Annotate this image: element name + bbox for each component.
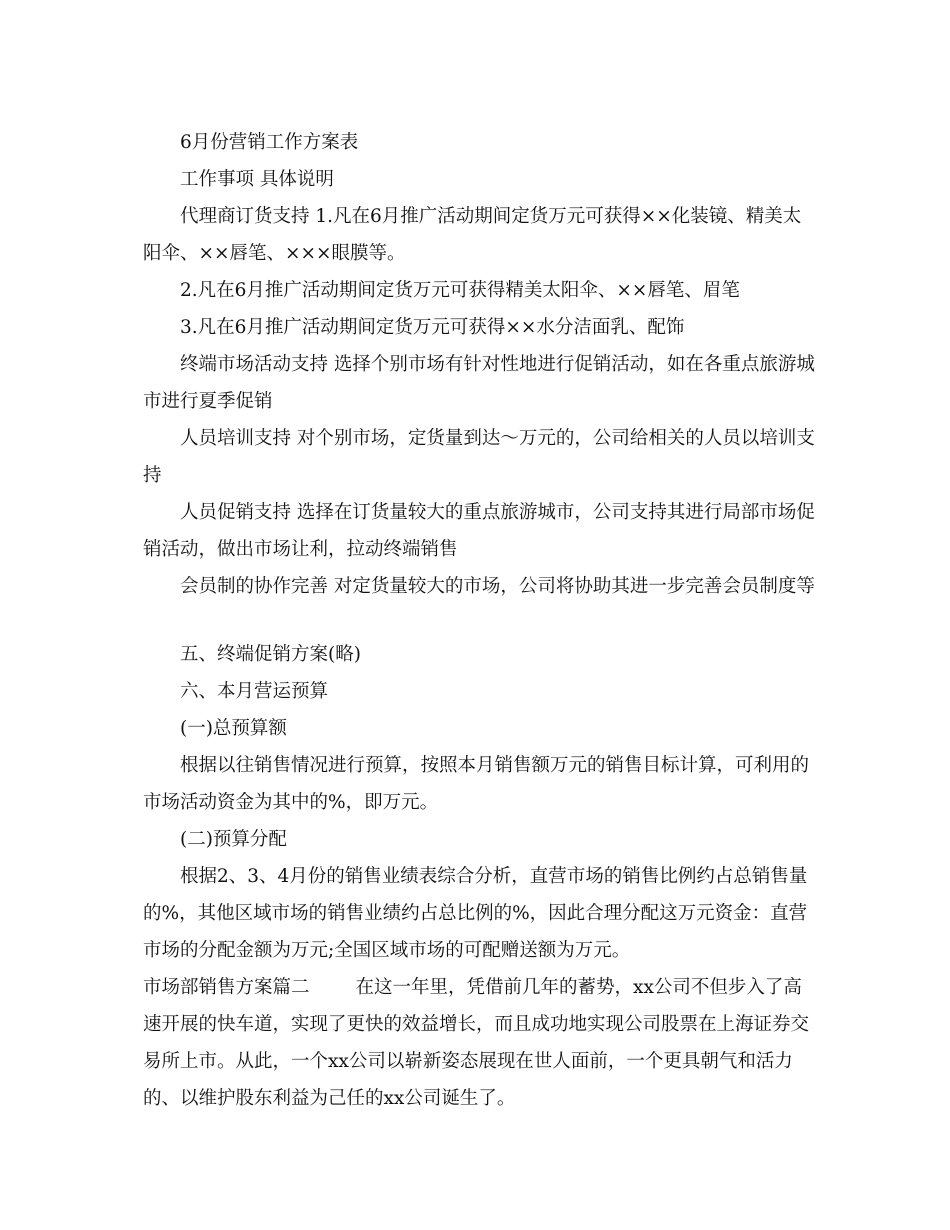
paragraph-membership (143, 568, 815, 605)
heading-section-6 (143, 673, 815, 710)
heading-text: (二)预算分配 (180, 829, 287, 850)
heading-budget-allocation (143, 821, 815, 858)
heading-text: (一)总预算额 (180, 718, 287, 739)
section-2-text: 在这一年里，凭借前几年的蓄势，xx公司不但步入了高速开展的快车道，实现了更快的效益增长，而且成功地实现公司股票在上海证券交易所上市。从此，一个xx公司以崭新姿态展现在世人面前，一个更具朝气和活力的、以维护股东利益为己任的xx公司诞生了。 (143, 977, 810, 1109)
paragraph-text: 终端市场活动支持 选择个别市场有针对性地进行促销活动，如在各重点旅游城市进行夏季促销 (143, 354, 815, 412)
paragraph-budget-allocation (143, 858, 815, 969)
heading-section-5 (143, 636, 815, 673)
paragraph-dealer-support (143, 198, 815, 272)
paragraph-item-2 (143, 272, 815, 309)
table-header (143, 161, 815, 198)
paragraph-text: 3.凡在6月推广活动期间定货万元可获得××水分洁面乳、配饰 (180, 317, 685, 338)
paragraph-training-support (143, 420, 815, 494)
heading-total-budget (143, 710, 815, 747)
paragraph-text: 2.凡在6月推广活动期间定货万元可获得精美太阳伞、××唇笔、眉笔 (180, 280, 740, 301)
paragraph-text: 人员培训支持 对个别市场，定货量到达～万元的，公司给相关的人员以培训支持 (143, 428, 815, 486)
section-2-heading: 市场部销售方案篇二 (143, 977, 310, 998)
paragraph-terminal-support (143, 346, 815, 420)
heading-text: 六、本月营运预算 (180, 681, 329, 702)
paragraph-text: 会员制的协作完善 对定货量较大的市场，公司将协助其进一步完善会员制度等 (180, 576, 815, 597)
document-title-text: 6月份营销工作方案表 (180, 132, 359, 153)
paragraph-text: 代理商订货支持 1.凡在6月推广活动期间定货万元可获得××化装镜、精美太阳伞、××唇笔、×××眼膜等。 (143, 206, 802, 264)
paragraph-text: 人员促销支持 选择在订货量较大的重点旅游城市，公司支持其进行局部市场促销活动，做出市场让利，拉动终端销售 (143, 502, 815, 560)
paragraph-promotion-support (143, 494, 815, 568)
paragraph-text: 根据2、3、4月份的销售业绩表综合分析，直营市场的销售比例约占总销售量的%，其他区域市场的销售业绩约占总比例的%，因此合理分配这万元资金：直营市场的分配金额为万元;全国区域市场的可配赠送额为万元。 (143, 866, 808, 961)
paragraph-item-3 (143, 309, 815, 346)
paragraph-text: 根据以往销售情况进行预算，按照本月销售额万元的销售目标计算，可利用的市场活动资金为其中的%，即万元。 (143, 755, 810, 813)
paragraph-total-budget (143, 747, 815, 821)
document-title (143, 124, 815, 161)
table-header-text: 工作事项 具体说明 (180, 169, 334, 190)
paragraph-section-2 (143, 969, 815, 1117)
heading-text: 五、终端促销方案(略) (180, 644, 361, 665)
